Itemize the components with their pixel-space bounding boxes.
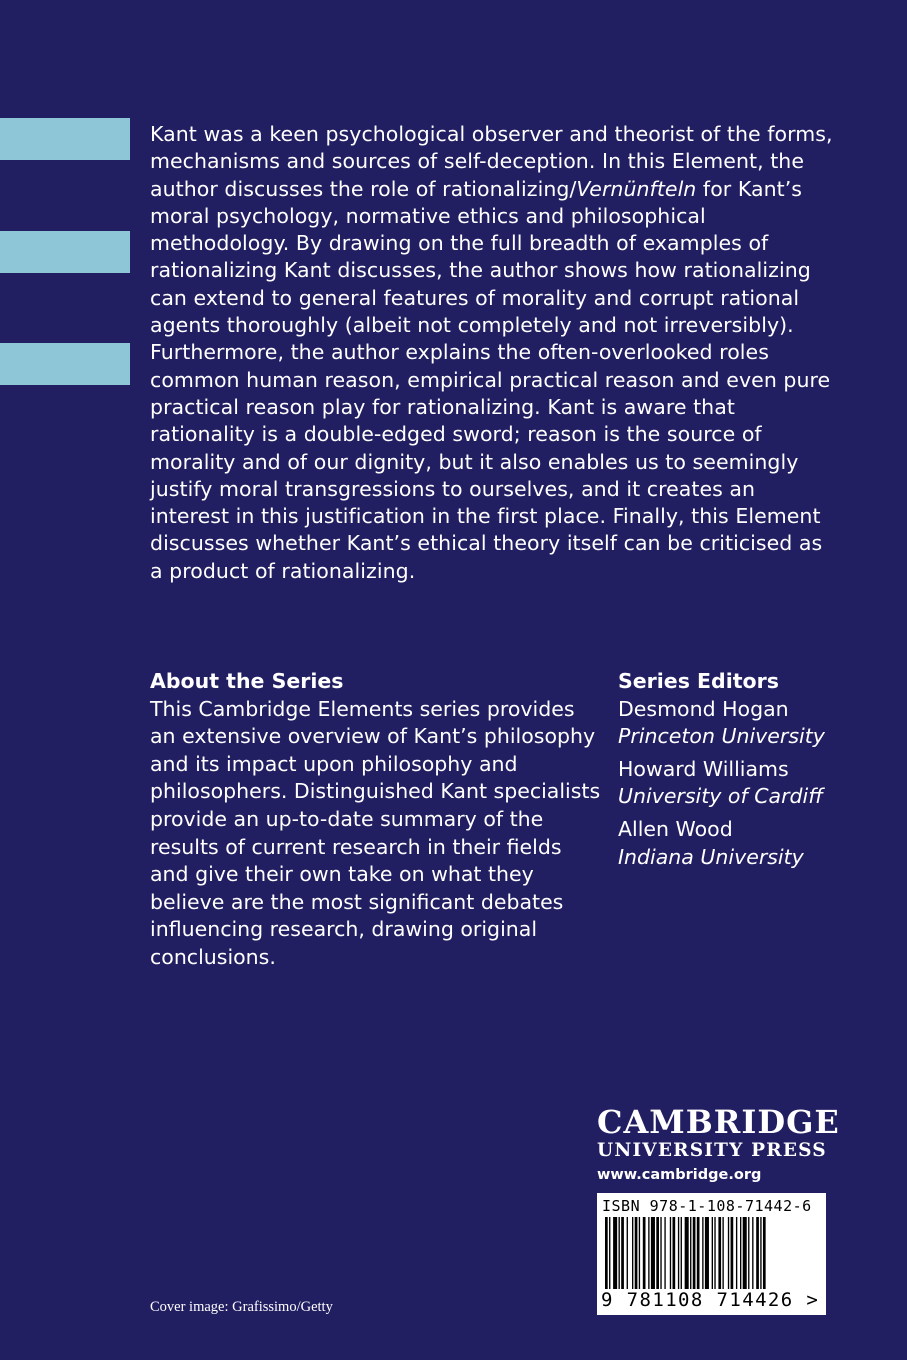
barcode-stripe — [731, 1217, 734, 1289]
barcode-stripe — [743, 1217, 747, 1289]
barcode-stripe — [670, 1217, 671, 1289]
accent-bar-middle — [0, 231, 130, 273]
barcode-stripe — [678, 1217, 679, 1289]
barcode-stripe — [697, 1217, 700, 1289]
about-series — [150, 668, 605, 972]
barcode-stripe — [656, 1217, 659, 1289]
barcode-stripe — [712, 1217, 713, 1289]
barcode-stripe — [748, 1217, 749, 1289]
editor-name: Howard Williams — [618, 756, 789, 781]
barcode-stripe — [621, 1217, 624, 1289]
barcode-stripe — [718, 1217, 721, 1289]
editor-affiliation: University of Cardiff — [618, 784, 824, 809]
barcode-stripe — [643, 1217, 646, 1289]
editor-entry — [618, 816, 858, 871]
editor-affiliation: Indiana University — [618, 844, 804, 869]
barcode-stripe — [693, 1217, 696, 1289]
barcode-stripe — [681, 1217, 682, 1289]
publisher-subtitle: UNIVERSITY PRESS — [597, 1140, 827, 1161]
barcode-stripe — [728, 1217, 729, 1289]
publisher-logo — [597, 1103, 840, 1184]
series-editors — [618, 668, 858, 876]
barcode-stripe — [756, 1217, 759, 1289]
isbn-label: ISBN 978-1-108-71442-6 — [602, 1197, 812, 1215]
series-editors-heading: Series Editors — [618, 669, 779, 693]
barcode-stripe — [613, 1217, 617, 1289]
barcode-stripe — [648, 1217, 649, 1289]
about-series-text: This Cambridge Elements series provides an extensive overview of Kant’s philosophy and its impact upon philosophy and philosophers. Distinguished Kant specialists provide an up-to-date summary of the results of current research in their fields and give their own take on what they believe are the most significant debates influencing research, drawing original conclusions. — [150, 696, 601, 969]
barcode-stripe — [627, 1217, 628, 1289]
editor-entry — [618, 756, 858, 811]
editor-entry — [618, 696, 858, 751]
barcode-stripe — [651, 1217, 655, 1289]
blurb-text-start: Kant was a keen psychological observer and theorist of the forms, mechanisms and sources of self-deception. In this Element, the author discusses the role of rationalizing/ — [150, 122, 833, 201]
barcode-stripe — [705, 1217, 709, 1289]
barcode-stripe — [740, 1217, 741, 1289]
barcode-stripe — [632, 1217, 633, 1289]
cover-image-credit: Cover image: Grafissimo/Getty — [150, 1299, 333, 1315]
accent-bar-top — [0, 118, 130, 160]
barcode-stripe — [660, 1217, 661, 1289]
editor-affiliation: Princeton University — [618, 724, 825, 749]
barcode-stripe — [673, 1217, 676, 1289]
barcode-stripe — [685, 1217, 689, 1289]
about-series-heading: About the Series — [150, 669, 344, 693]
barcode-stripe — [664, 1217, 665, 1289]
barcode-stripe — [736, 1217, 737, 1289]
barcode-stripe — [722, 1217, 723, 1289]
barcode-stripe — [763, 1217, 766, 1289]
barcode-stripe — [639, 1217, 640, 1289]
editor-name: Desmond Hogan — [618, 696, 789, 721]
barcode-stripe — [605, 1217, 608, 1289]
publisher-url: www.cambridge.org — [597, 1167, 762, 1183]
barcode-stripe — [619, 1217, 620, 1289]
blurb-term: Vernünfteln — [576, 176, 697, 201]
isbn-barcode — [597, 1193, 826, 1315]
barcode-stripe — [635, 1217, 638, 1289]
publisher-name: CAMBRIDGE — [597, 1103, 840, 1141]
editor-name: Allen Wood — [618, 816, 733, 841]
accent-bar-bottom — [0, 343, 130, 385]
book-blurb — [150, 121, 840, 585]
barcode-bars — [605, 1217, 817, 1289]
barcode-stripe — [702, 1217, 703, 1289]
barcode-stripe — [760, 1217, 761, 1289]
barcode-stripe — [690, 1217, 691, 1289]
barcode-stripe — [609, 1217, 610, 1289]
barcode-stripe — [714, 1217, 715, 1289]
blurb-text-rest: for Kant’s moral psychology, normative ethics and philosophical methodology. By drawing on the full breadth of examples of rationalizing Kant discusses, the author shows how rationalizing can extend to general features of morality and corrupt rational agents thoroughly (albeit not completely and not irreversibly). Furthermore, the author explains the often-overlooked roles common human reason, empirical practical reason and even pure practical reason play for rationalizing. Kant is aware that rationality is a double-edged sword; reason is the source of morality and of our dignity, but it also enables us to seemingly justify moral transgressions to ourselves, and it creates an interest in this justification in the first place. Finally, this Element discusses whether Kant’s ethical theory itself can be criticised as a product of rationalizing. — [150, 176, 831, 583]
barcode-stripe — [752, 1217, 753, 1289]
barcode-number: 9 781108 714426 > — [601, 1289, 820, 1311]
